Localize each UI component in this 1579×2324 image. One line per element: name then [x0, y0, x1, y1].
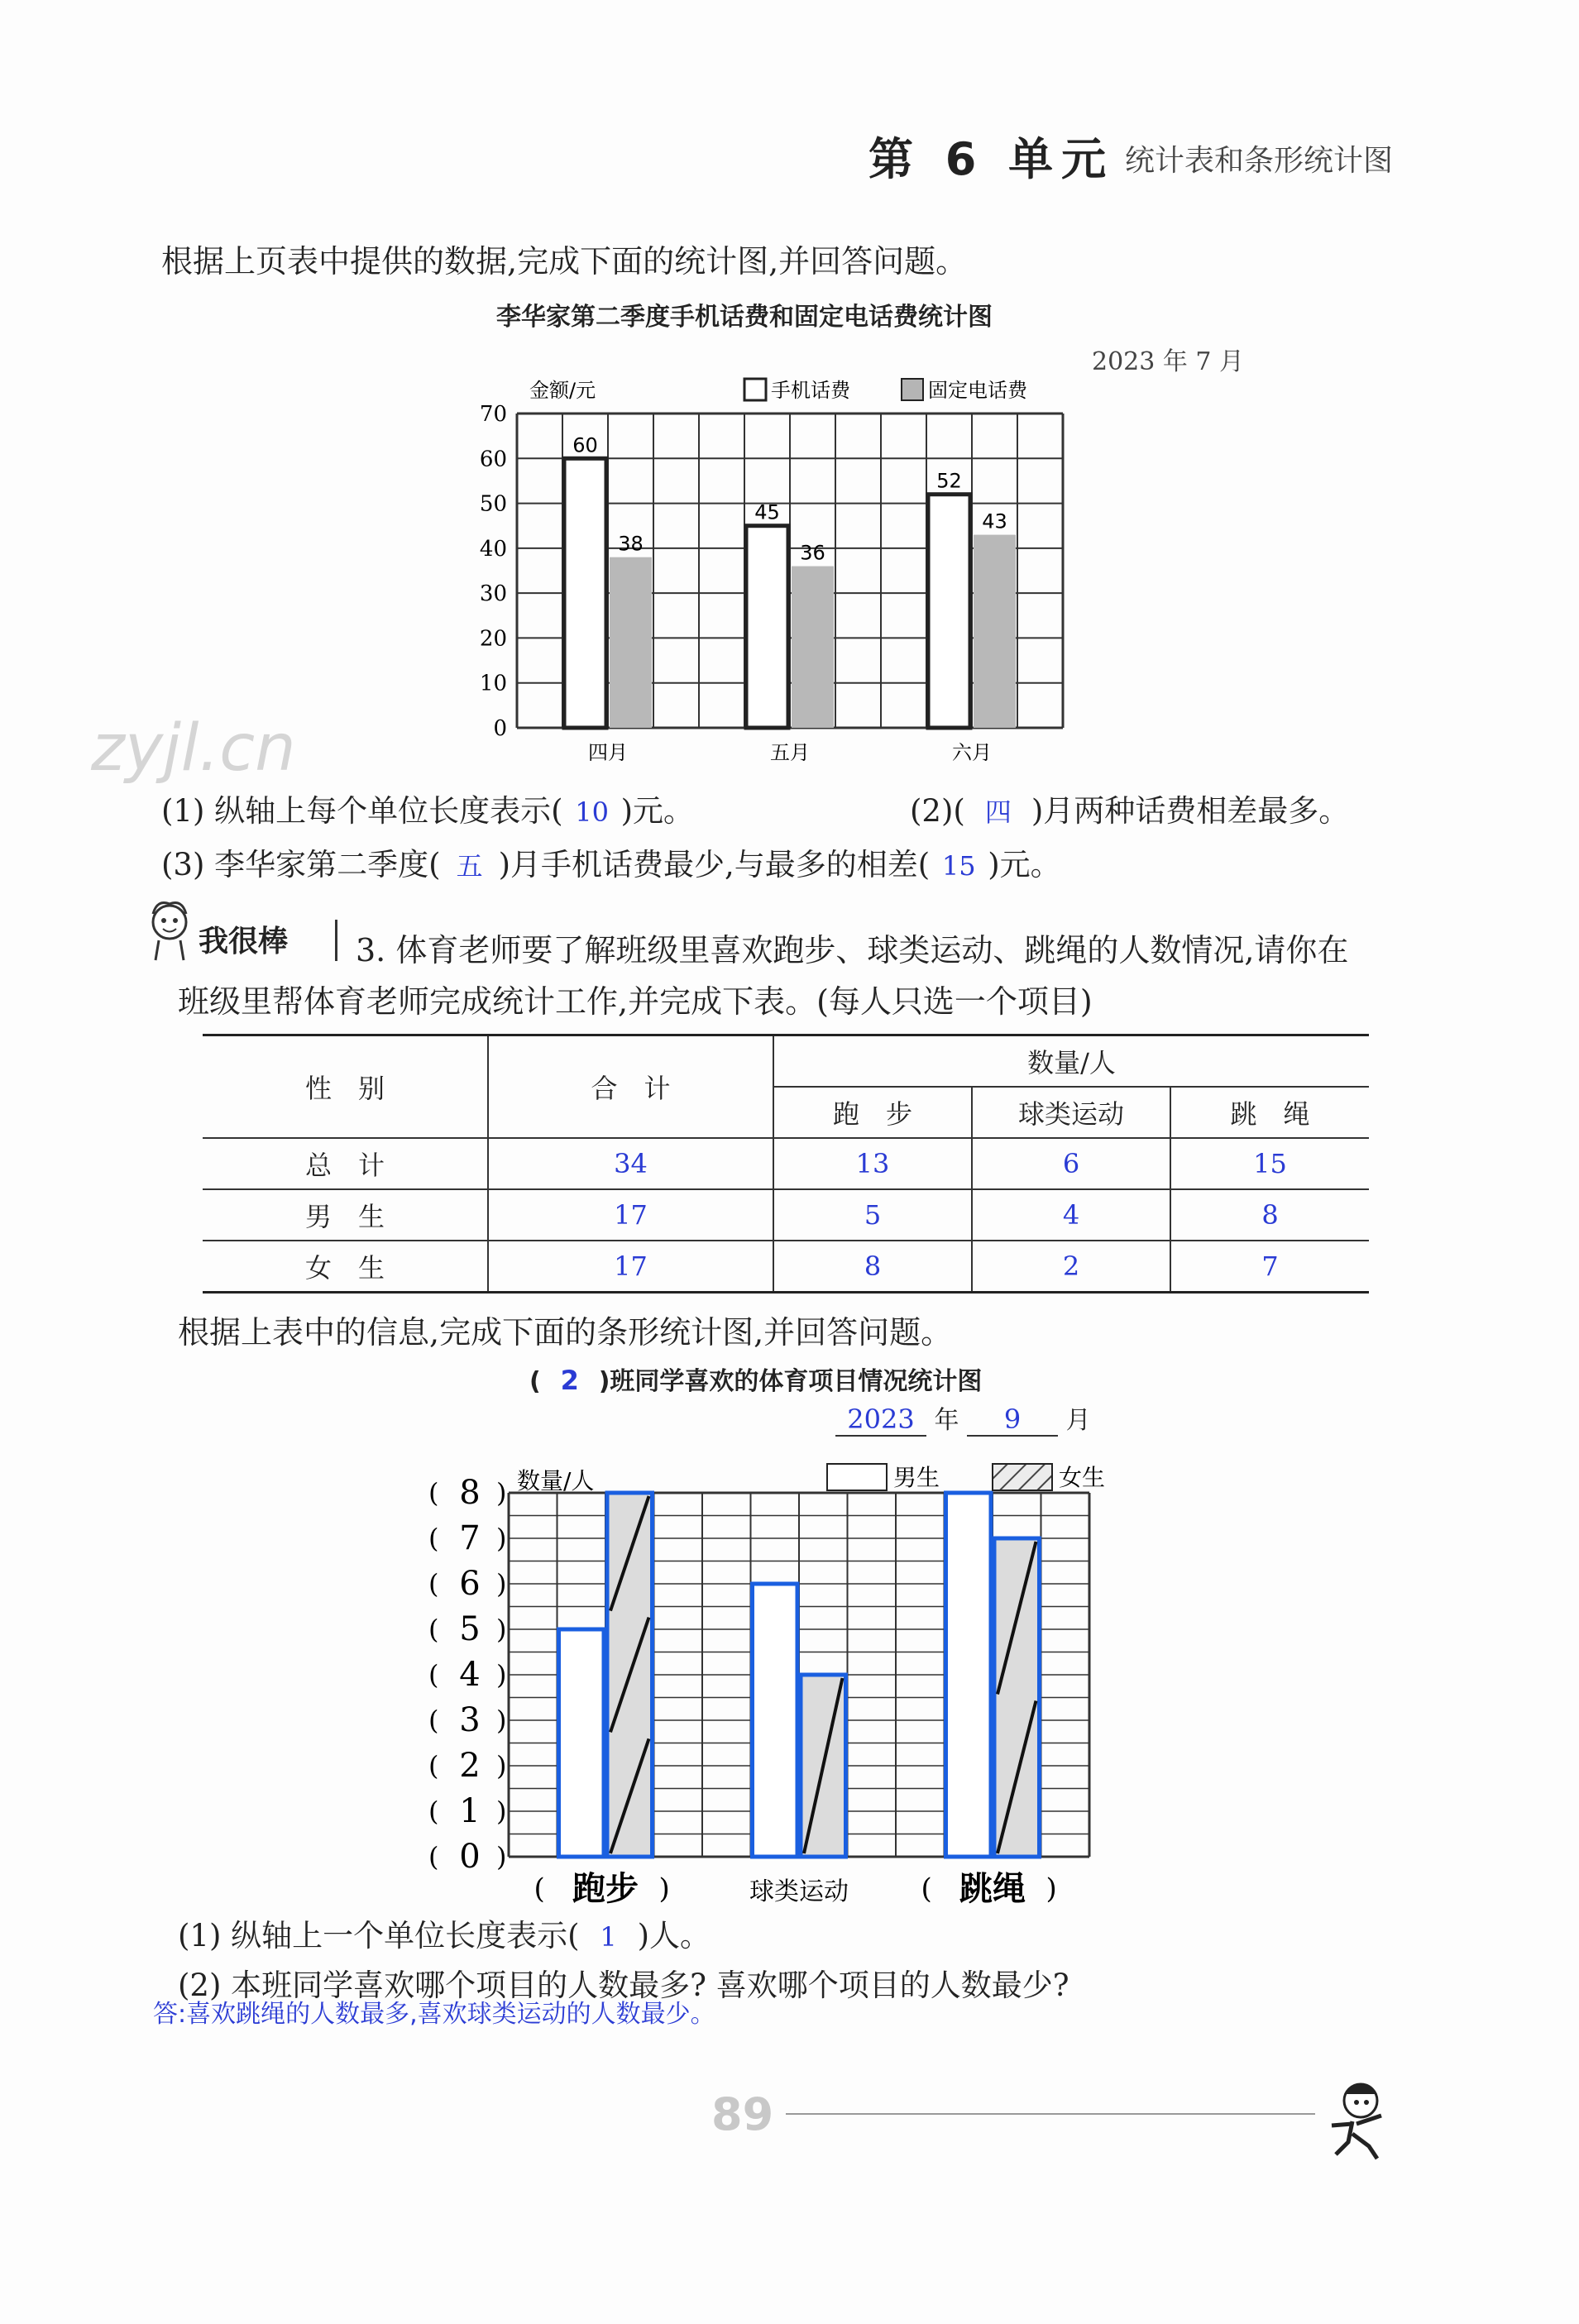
q1c-mid: )月手机话费最少,与最多的相差( [498, 847, 931, 882]
footer-line [786, 2113, 1315, 2115]
bar-boys [753, 1584, 798, 1857]
row-label: 总 计 [203, 1138, 488, 1189]
cell-ball: 6 [972, 1138, 1170, 1189]
y-tick-open-paren: ( [428, 1705, 439, 1736]
q1c [161, 839, 1061, 884]
chart2-y-axis-label: 数量/人 [517, 1467, 595, 1494]
chart2-class-answer: 2 [560, 1365, 579, 1396]
th-count: 数量/人 [773, 1035, 1369, 1088]
y-tick-close-paren: ) [496, 1568, 507, 1600]
y-tick-label: 2 [459, 1747, 481, 1785]
bar-girls [994, 1538, 1040, 1857]
y-tick-label: 10 [479, 671, 507, 696]
y-tick-close-paren: ) [496, 1659, 507, 1690]
legend-fixed-swatch [902, 379, 923, 400]
bar-mobile [746, 526, 788, 728]
category-open-paren: ( [921, 1872, 932, 1906]
q1a-answer: 10 [575, 796, 609, 828]
chart2-month: 9 [967, 1403, 1058, 1437]
q1c-text: (3) 李华家第二季度( [161, 847, 441, 882]
row-label: 女 生 [203, 1241, 488, 1293]
cell-ball: 4 [972, 1189, 1170, 1241]
category-label: 四月 [588, 741, 628, 764]
chart2-title-text: )班同学喜欢的体育项目情况统计图 [598, 1367, 983, 1396]
badge-divider [335, 920, 337, 961]
unit-title: 第 6 单元 [868, 133, 1115, 185]
y-tick-label: 0 [493, 716, 507, 741]
cell-rope: 8 [1170, 1189, 1369, 1241]
legend-fixed-label: 固定电话费 [928, 379, 1027, 402]
category-label: 球类运动 [749, 1877, 849, 1906]
badge-label: 我很棒 [199, 925, 289, 959]
y-tick-close-paren: ) [496, 1523, 507, 1554]
th-gender: 性 别 [203, 1035, 488, 1139]
cell-total: 17 [488, 1241, 773, 1293]
y-tick-label: 40 [479, 536, 507, 562]
y-tick-open-paren: ( [428, 1796, 439, 1827]
y-tick-open-paren: ( [428, 1841, 439, 1872]
y-tick-close-paren: ) [496, 1841, 507, 1872]
y-tick-open-paren: ( [428, 1614, 439, 1645]
category-label: 跳绳 [959, 1870, 1026, 1908]
y-tick-open-paren: ( [428, 1523, 439, 1554]
y-tick-label: 7 [459, 1519, 481, 1557]
legend-girls-swatch [993, 1464, 1052, 1490]
q2a-answer: 1 [600, 1921, 617, 1953]
section3-line2: 班级里帮体育老师完成统计工作,并完成下表。(每人只选一个项目) [178, 983, 1093, 1020]
chart2-svg [414, 1439, 1158, 1919]
cell-ball: 2 [972, 1241, 1170, 1293]
cell-rope: 15 [1170, 1138, 1369, 1189]
q1b-answer: 四 [984, 796, 1012, 828]
table-row [203, 1138, 1369, 1189]
chart2-date [835, 1399, 1091, 1437]
y-tick-label: 4 [459, 1656, 481, 1694]
unit-subtitle: 统计表和条形统计图 [1125, 144, 1394, 178]
cell-run: 8 [773, 1241, 972, 1293]
chart2-bars [534, 1493, 1057, 1908]
y-tick-open-paren: ( [428, 1477, 439, 1509]
data-label-mobile: 52 [936, 469, 962, 493]
bar-fixed [792, 567, 834, 728]
cell-total: 34 [488, 1138, 773, 1189]
row-label: 男 生 [203, 1189, 488, 1241]
y-tick-label: 50 [479, 491, 507, 517]
y-tick-label: 3 [459, 1701, 481, 1739]
data-label-mobile: 45 [754, 500, 780, 524]
q1a-tail: )元。 [620, 793, 695, 829]
y-tick-close-paren: ) [496, 1796, 507, 1827]
y-tick-label: 60 [479, 447, 507, 472]
section3-line1: 3. 体育老师要了解班级里喜欢跑步、球类运动、跳绳的人数情况,请你在 [356, 932, 1349, 968]
legend-boys-label: 男生 [893, 1464, 940, 1491]
y-tick-open-paren: ( [428, 1568, 439, 1600]
data-label-fixed: 43 [982, 509, 1007, 533]
y-tick-label: 30 [479, 581, 507, 607]
q1b [910, 786, 1349, 830]
intro-text: 根据上页表中提供的数据,完成下面的统计图,并回答问题。 [161, 243, 968, 280]
data-label-mobile: 60 [572, 433, 598, 457]
bar-mobile [928, 495, 970, 728]
category-open-paren: ( [534, 1872, 545, 1906]
th-total: 合 计 [488, 1035, 773, 1139]
y-tick-close-paren: ) [496, 1614, 507, 1645]
category-close-paren: ) [658, 1872, 670, 1906]
y-tick-label: 1 [459, 1792, 481, 1830]
q2a-tail: )人。 [637, 1918, 711, 1953]
category-label: 五月 [770, 741, 810, 764]
bar-mobile [564, 458, 606, 728]
cell-rope: 7 [1170, 1241, 1369, 1293]
intro2-text: 根据上表中的信息,完成下面的条形统计图,并回答问题。 [178, 1314, 953, 1351]
cell-run: 5 [773, 1189, 972, 1241]
q1b-text: (2)( [910, 793, 965, 829]
chart1-y-axis-label: 金额/元 [529, 379, 596, 402]
y-tick-label: 20 [479, 626, 507, 652]
y-tick-label: 0 [459, 1838, 481, 1876]
chart2-year-unit: 年 [934, 1406, 959, 1435]
category-close-paren: ) [1045, 1872, 1057, 1906]
q2a [178, 1910, 711, 1955]
chart2-year: 2023 [835, 1403, 926, 1437]
legend-girls-label: 女生 [1059, 1464, 1106, 1491]
table-row [203, 1189, 1369, 1241]
data-label-fixed: 36 [800, 541, 825, 565]
bar-boys [946, 1493, 992, 1857]
cell-run: 13 [773, 1138, 972, 1189]
y-tick-open-paren: ( [428, 1659, 439, 1690]
chart1-title: 李华家第二季度手机话费和固定电话费统计图 [496, 303, 993, 332]
bar-fixed [974, 535, 1016, 728]
legend-mobile-swatch [744, 379, 766, 400]
q1c-answer2: 15 [941, 850, 976, 882]
q1a-text: (1) 纵轴上每个单位长度表示( [161, 793, 563, 829]
chart2-title [529, 1360, 982, 1397]
girl-mascot-icon [141, 897, 199, 964]
q2b: (2) 本班同学喜欢哪个项目的人数最多? 喜欢哪个项目的人数最少? [178, 1968, 1069, 2003]
running-kid-icon [1315, 2076, 1398, 2167]
category-label: 跑步 [572, 1870, 639, 1908]
y-tick-label: 8 [459, 1474, 481, 1512]
table-row [203, 1241, 1369, 1293]
bar-fixed [610, 557, 652, 728]
y-tick-close-paren: ) [496, 1477, 507, 1509]
chart2-month-unit: 月 [1065, 1406, 1091, 1435]
q1a [161, 786, 694, 830]
watermark: zyjl.cn [91, 711, 296, 786]
stats-table [203, 1034, 1369, 1294]
data-label-fixed: 38 [618, 532, 644, 556]
chart1-svg [463, 364, 1092, 769]
th-rope: 跳 绳 [1170, 1087, 1369, 1138]
cell-total: 17 [488, 1189, 773, 1241]
legend-mobile-label: 手机话费 [771, 379, 850, 402]
q2a-text: (1) 纵轴上一个单位长度表示( [178, 1918, 580, 1953]
answer-text: 答:喜欢跳绳的人数最多,喜欢球类运动的人数最少。 [153, 2000, 715, 2029]
y-tick-label: 5 [459, 1610, 481, 1648]
page-number: 89 [711, 2088, 774, 2140]
y-tick-label: 6 [459, 1565, 481, 1603]
th-ball: 球类运动 [972, 1087, 1170, 1138]
th-run: 跑 步 [773, 1087, 972, 1138]
bar-boys [559, 1629, 605, 1857]
chart2-title-open: ( [529, 1367, 541, 1396]
y-tick-close-paren: ) [496, 1750, 507, 1781]
q1c-answer: 五 [456, 850, 483, 882]
q1b-tail: )月两种话费相差最多。 [1031, 793, 1350, 829]
y-tick-open-paren: ( [428, 1750, 439, 1781]
chart1-date: 2023 年 7 月 [1092, 347, 1245, 376]
q1c-tail: )元。 [988, 847, 1061, 882]
y-tick-label: 70 [479, 402, 507, 427]
y-tick-close-paren: ) [496, 1705, 507, 1736]
category-label: 六月 [952, 741, 992, 764]
legend-boys-swatch [827, 1464, 887, 1490]
